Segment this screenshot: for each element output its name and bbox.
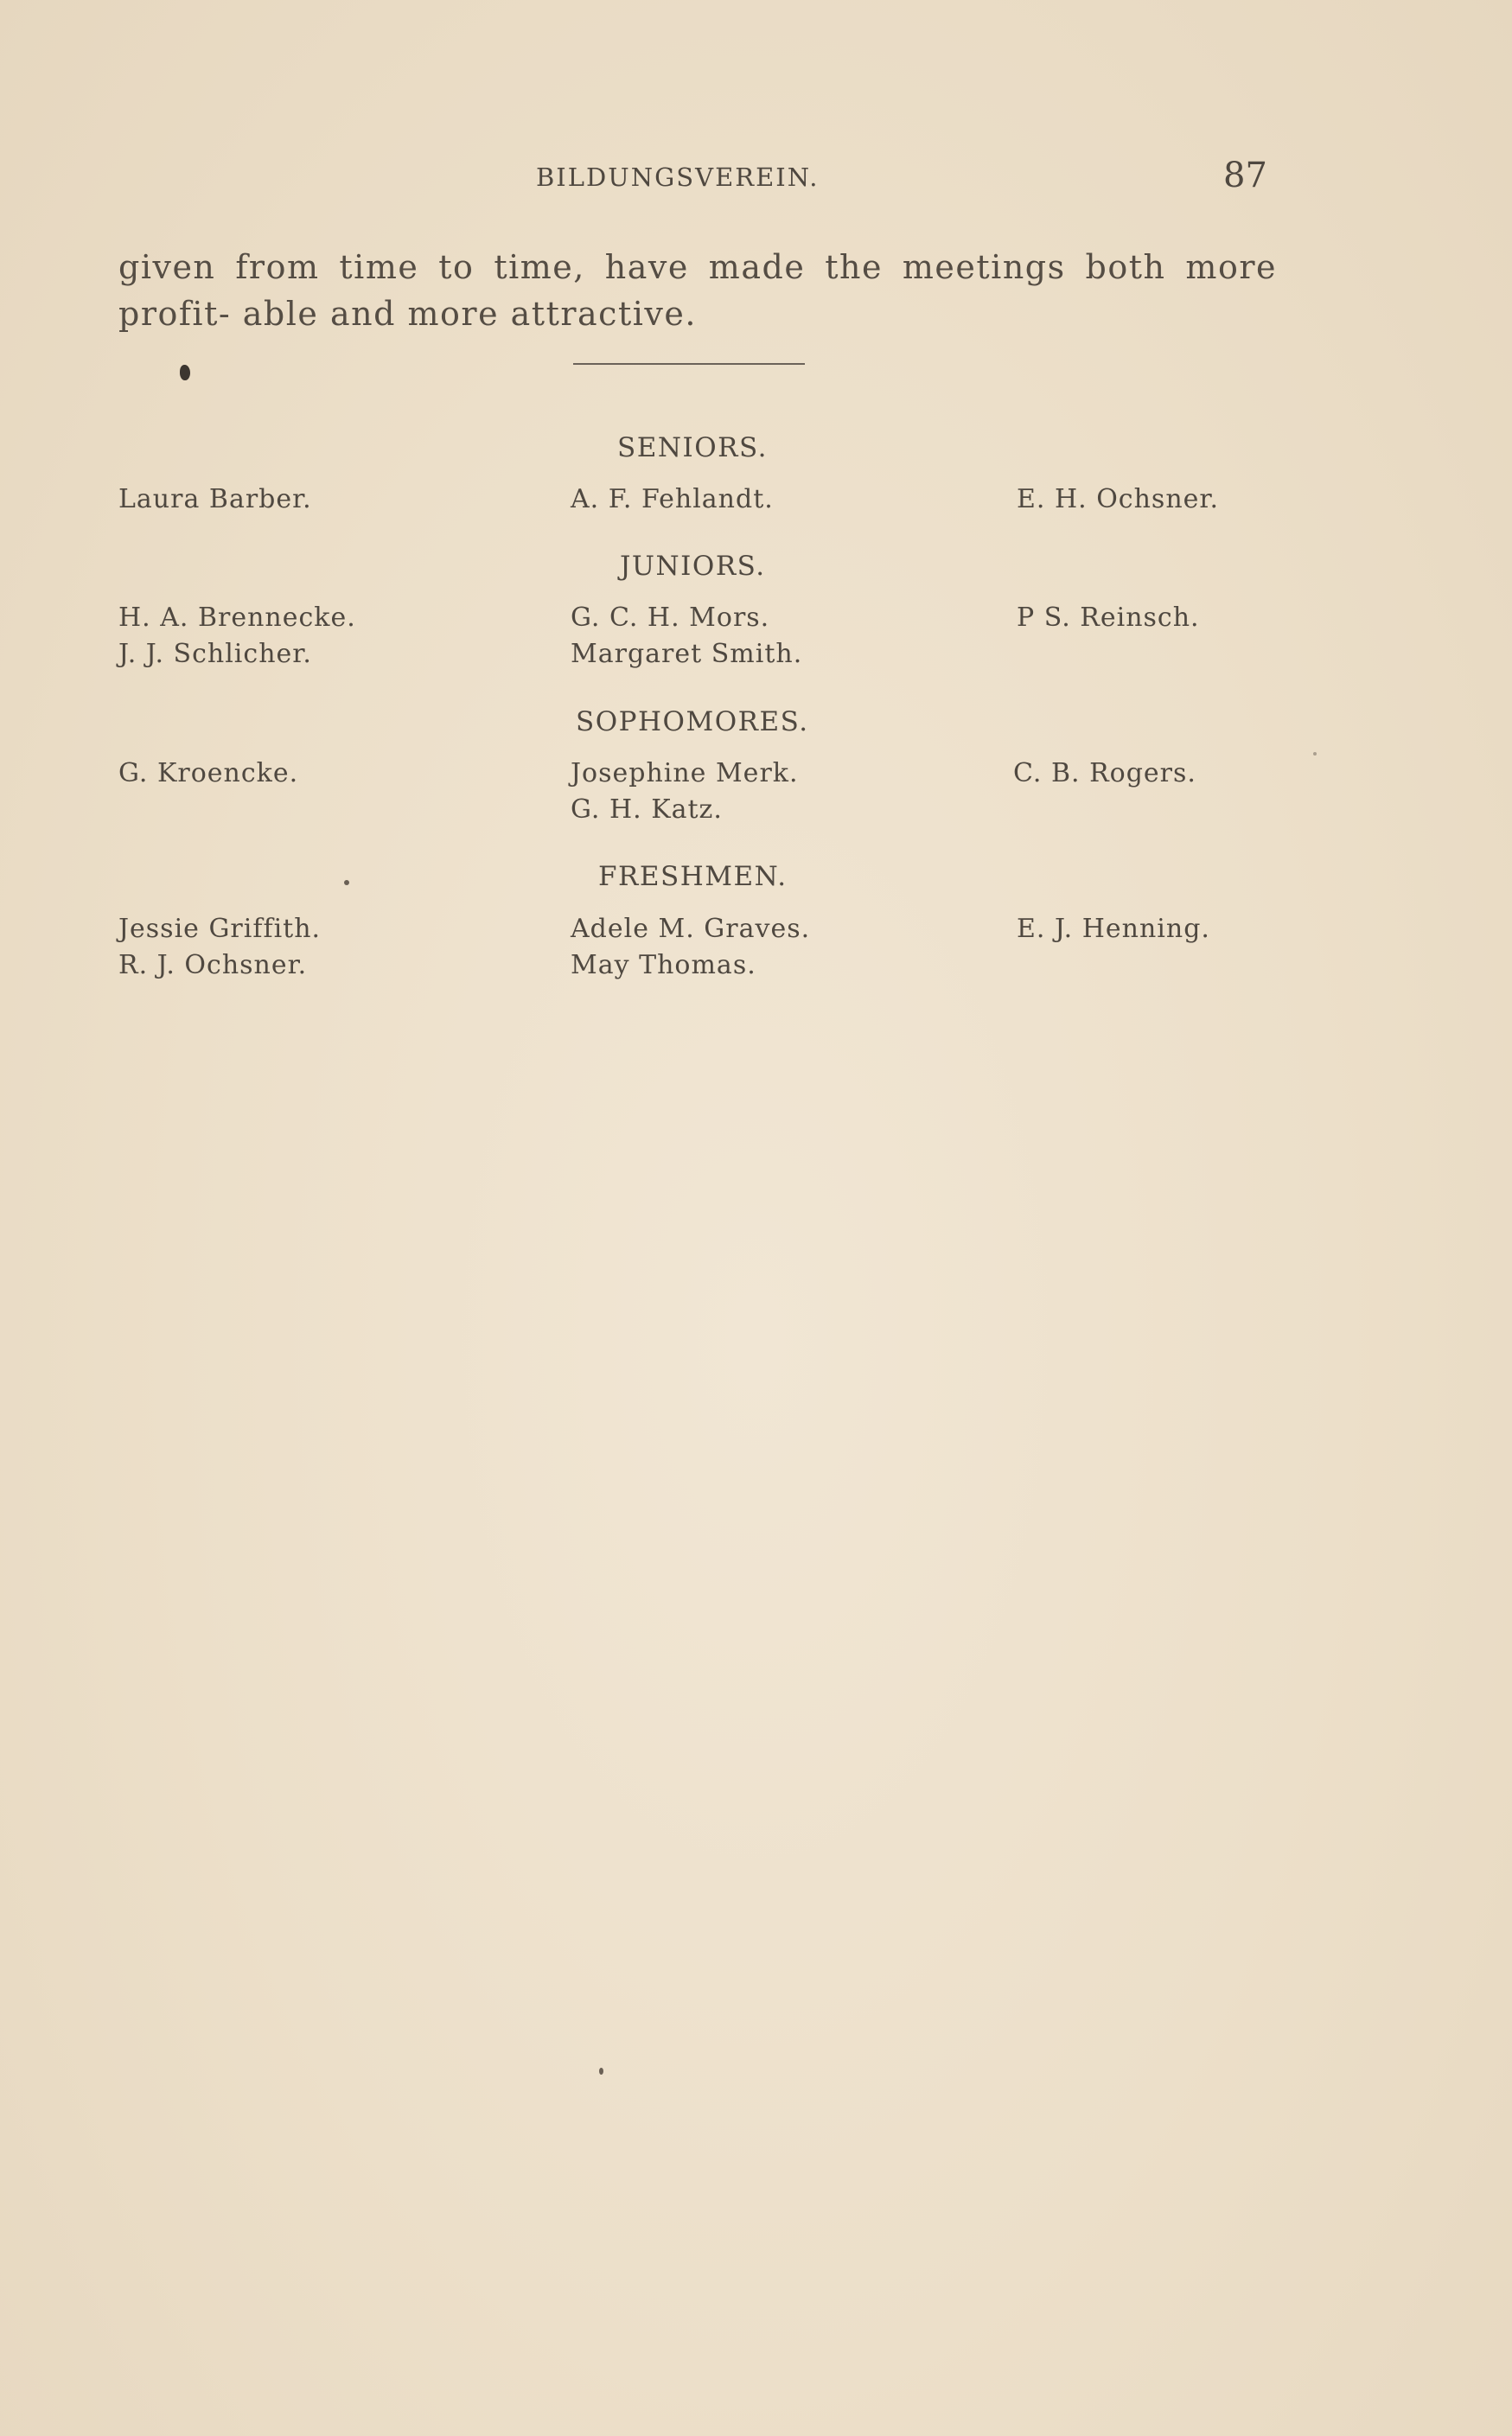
member-name: A. F. Fehlandt. xyxy=(571,484,774,514)
member-name: C. B. Rogers. xyxy=(1013,758,1196,788)
member-name: Jessie Griffith. xyxy=(118,914,322,944)
member-name: J. J. Schlicher. xyxy=(118,639,312,669)
member-name: E. H. Ochsner. xyxy=(1017,484,1219,514)
member-name: R. J. Ochsner. xyxy=(118,950,308,980)
section-title-juniors: JUNIORS. xyxy=(620,551,766,582)
member-name: G. H. Katz. xyxy=(571,794,723,825)
running-head: BILDUNGSVEREIN. xyxy=(536,163,820,192)
ink-blot xyxy=(180,365,190,380)
paper-speck xyxy=(599,2068,603,2075)
member-name: G. C. H. Mors. xyxy=(571,603,770,633)
section-title-freshmen: FRESHMEN. xyxy=(598,861,788,892)
member-name: H. A. Brennecke. xyxy=(118,603,356,633)
page-number: 87 xyxy=(1223,156,1267,195)
member-name: G. Kroencke. xyxy=(118,758,299,788)
member-name: May Thomas. xyxy=(571,950,756,980)
member-name: E. J. Henning. xyxy=(1017,914,1210,944)
section-title-seniors: SENIORS. xyxy=(617,432,768,463)
paper-speck xyxy=(344,880,349,885)
section-divider-rule xyxy=(573,363,805,365)
member-name: P S. Reinsch. xyxy=(1017,603,1200,633)
member-name: Adele M. Graves. xyxy=(571,914,811,944)
member-name: Josephine Merk. xyxy=(571,758,799,788)
paper-speck xyxy=(1313,752,1317,756)
member-name: Laura Barber. xyxy=(118,484,312,514)
body-paragraph: given from time to time, have made the meetings both more profit- able and more attractive. xyxy=(118,248,1277,333)
member-name: Margaret Smith. xyxy=(571,639,803,669)
section-title-sophomores: SOPHOMORES. xyxy=(576,706,809,737)
